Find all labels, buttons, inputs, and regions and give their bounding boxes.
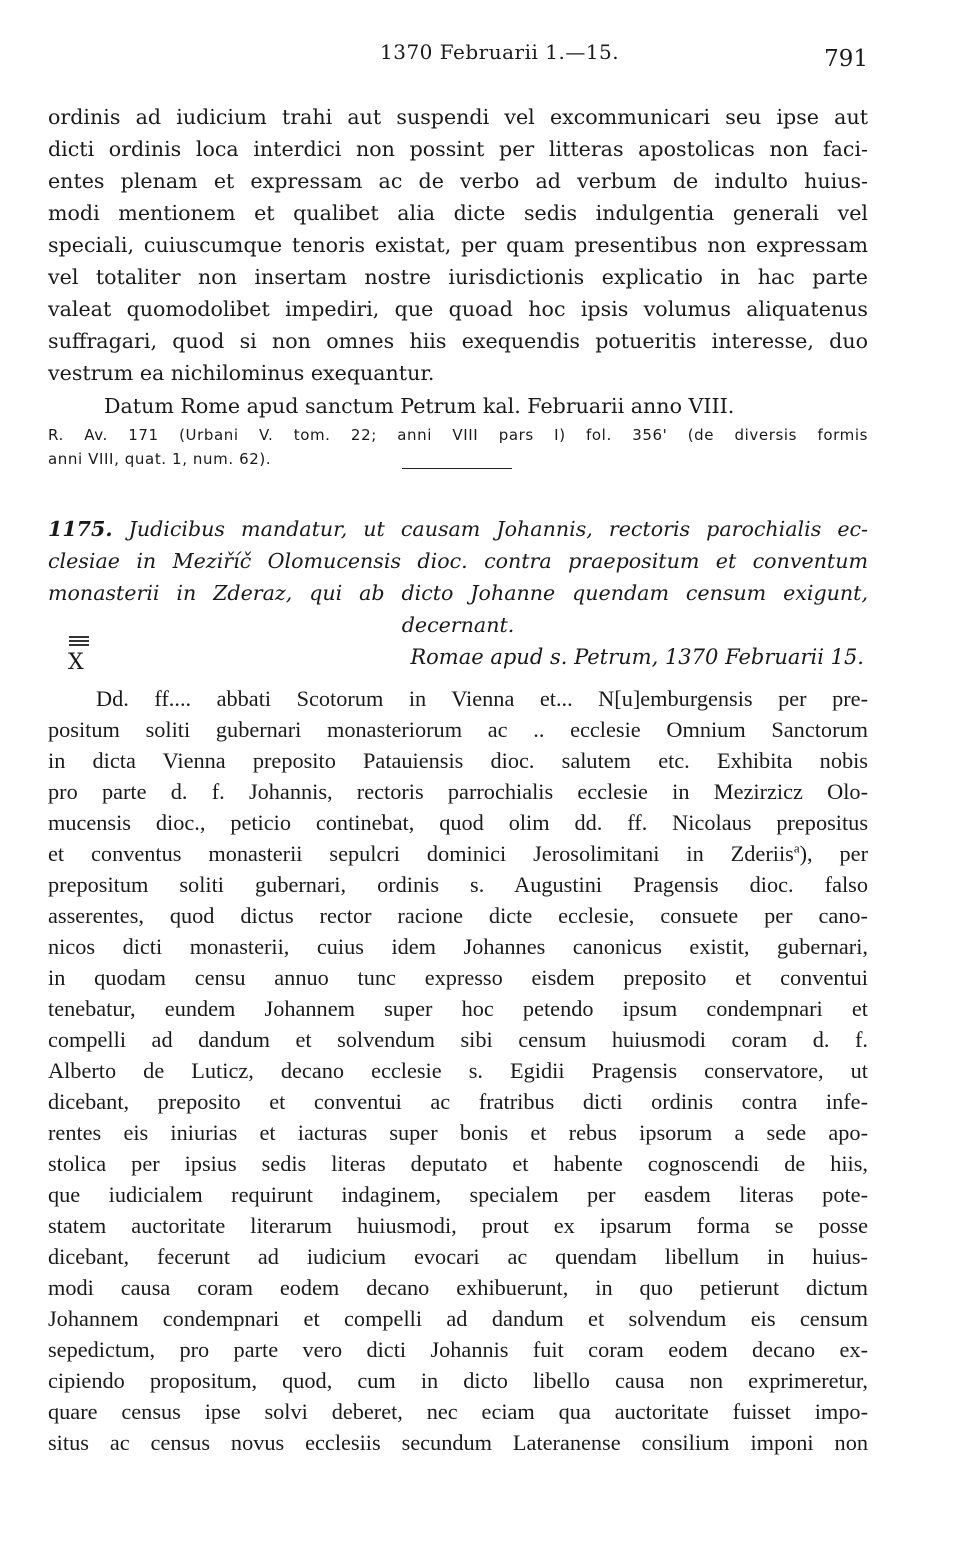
text-line: tenebatur, eundem Johannem super hoc petendo ipsum condempnari et — [48, 996, 868, 1021]
margin-lines-icon — [69, 636, 89, 650]
text-line: entes plenam et expressam ac de verbo ad verbum de indulto huius- — [48, 169, 868, 193]
text-line: vel totaliter non insertam nostre iurisdictionis explicatio in hac parte — [48, 265, 868, 289]
text-line: cipiendo propositum, quod, cum in dicto libello causa non exprimeretur, — [48, 1368, 868, 1393]
text-line: speciali, cuiuscumque tenoris existat, per quam presentibus non expressam — [48, 233, 868, 257]
text-line: asserentes, quod dictus rector racione dicte ecclesie, consuete per cano- — [48, 903, 868, 928]
text-line: positum soliti gubernari monasteriorum ac .. ecclesie Omnium Sanctorum — [48, 717, 868, 742]
text-line: pro parte d. f. Johannis, rectoris parrochialis ecclesie in Mezirzicz Olo- — [48, 779, 868, 804]
regest-text: Judicibus mandatur, ut causam Johannis, rectoris parochialis ec- — [128, 517, 868, 541]
text-line: nicos dicti monasterii, cuius idem Johannes canonicus existit, gubernari, — [48, 934, 868, 959]
margin-mark-roman: X — [68, 650, 84, 675]
source-note-line: anni VIII, quat. 1, num. 62). — [48, 450, 272, 468]
separator-rule — [402, 468, 512, 469]
document-number: 1175. — [48, 517, 113, 541]
text-line: vestrum ea nichilominus exequantur. — [48, 361, 435, 385]
text-line: valeat quomodolibet impediri, que quoad hoc ipsis volumus aliquatenus — [48, 297, 868, 321]
text-line: dicebant, fecerunt ad iudicium evocari ac quendam libellum in huius- — [48, 1244, 868, 1269]
running-title: 1370 Februarii 1.—15. — [380, 40, 620, 64]
text-line: Johannem condempnari et compelli ad dandum et solvendum eis censum — [48, 1306, 868, 1331]
text-line: quare census ipse solvi deberet, nec eciam qua auctoritate fuisset impo- — [48, 1399, 868, 1424]
text-line: situs ac census novus ecclesiis secundum Lateranense consilium imponi non — [48, 1430, 868, 1455]
dateline: Romae apud s. Petrum, 1370 Februarii 15. — [410, 645, 864, 669]
page-header — [0, 40, 960, 80]
text-line: modi mentionem et qualibet alia dicte sedis indulgentia generali vel — [48, 201, 868, 225]
text-segment: ), per — [799, 841, 868, 866]
text-line: in quodam censu annuo tunc expresso eisdem preposito et conventui — [48, 965, 868, 990]
text-line: prepositum soliti gubernari, ordinis s. Augustini Pragensis dioc. falso — [48, 872, 868, 897]
text-line: Dd. ff.... abbati Scotorum in Vienna et... N[u]emburgensis per pre- — [96, 686, 868, 711]
text-line — [48, 838, 868, 870]
regest-line: decernant. — [401, 613, 515, 637]
source-note-line: R. Av. 171 (Urbani V. tom. 22; anni VIII pars I) fol. 356' (de diversis formis — [48, 426, 868, 444]
text-line: sepedictum, pro parte vero dicti Johannis fuit coram eodem decano ex- — [48, 1337, 868, 1362]
datum-line: Datum Rome apud sanctum Petrum kal. Februarii anno VIII. — [104, 394, 735, 418]
footnote-mark: a — [793, 840, 800, 856]
text-line: statem auctoritate literarum huiusmodi, prout ex ipsarum forma se posse — [48, 1213, 868, 1238]
text-line: in dicta Vienna preposito Patauiensis dioc. salutem etc. Exhibita nobis — [48, 748, 868, 773]
text-line: modi causa coram eodem decano exhibuerunt, in quo petierunt dictum — [48, 1275, 868, 1300]
text-segment: et conventus monasterii sepulcri dominici Jerosolimitani in Zderiis — [48, 841, 794, 866]
regest-line: clesiae in Meziříč Olomucensis dioc. contra praepositum et conventum — [48, 549, 868, 573]
margin-mark — [66, 636, 94, 676]
regest-line: monasterii in Zderaz, qui ab dicto Johanne quendam censum exigunt, — [48, 581, 868, 605]
text-line: compelli ad dandum et solvendum sibi censum huiusmodi coram d. f. — [48, 1027, 868, 1052]
text-line: suffragari, quod si non omnes hiis exequendis potueritis interesse, duo — [48, 329, 868, 353]
text-line: ordinis ad iudicium trahi aut suspendi vel excommunicari seu ipse aut — [48, 105, 868, 129]
text-line: que iudicialem requirunt indaginem, specialem per easdem literas pote- — [48, 1182, 868, 1207]
text-line: mucensis dioc., peticio continebat, quod olim dd. ff. Nicolaus prepositus — [48, 810, 868, 835]
regest-line — [48, 513, 868, 545]
text-line: dicti ordinis loca interdici non possint per litteras apostolicas non faci- — [48, 137, 868, 161]
text-line: rentes eis iniurias et iacturas super bonis et rebus ipsorum a sede apo- — [48, 1120, 868, 1145]
text-line: dicebant, preposito et conventui ac fratribus dicti ordinis contra infe- — [48, 1089, 868, 1114]
text-line: stolica per ipsius sedis literas deputato et habente cognoscendi de hiis, — [48, 1151, 868, 1176]
text-line: Alberto de Luticz, decano ecclesie s. Egidii Pragensis conservatore, ut — [48, 1058, 868, 1083]
page-number: 791 — [824, 46, 868, 72]
